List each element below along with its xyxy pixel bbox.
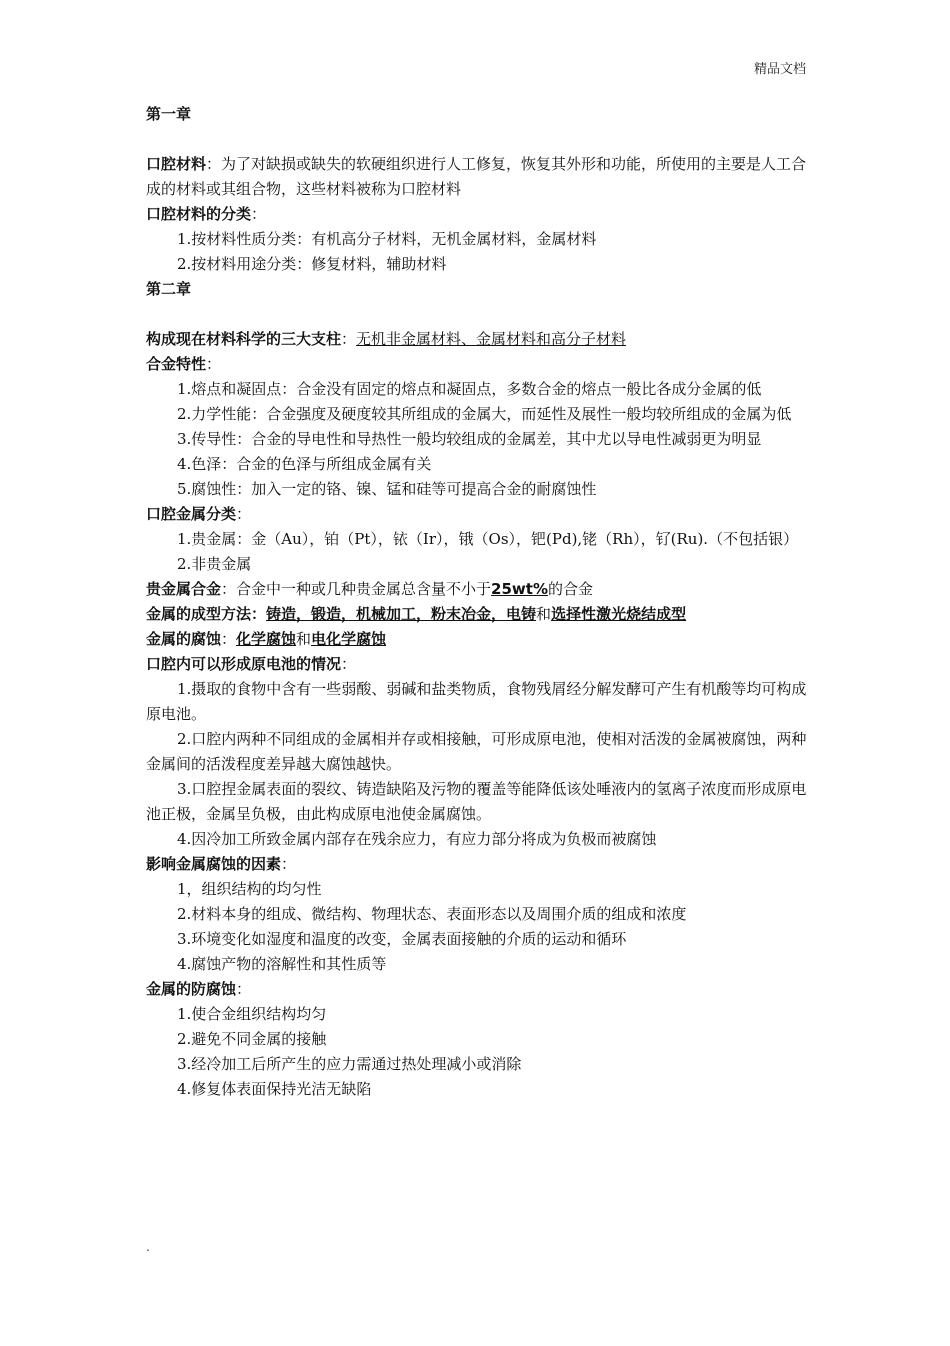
corrosion-term: 金属的腐蚀 [146, 630, 222, 648]
list-item: 1.摄取的食物中含有一些弱酸、弱碱和盐类物质，食物残屑经分解发酵可产生有机酸等均可构成原电池。 [146, 680, 807, 723]
prevent-heading [146, 977, 810, 1002]
list-item: 4.色泽：合金的色泽与所组成金属有关 [177, 455, 432, 473]
forming-text-a: 铸造，锻造，机械加工，粉末冶金，电铸 [266, 605, 537, 623]
list-item: 1.使合金组织结构均匀 [177, 1005, 327, 1023]
definition-term: 口腔材料 [146, 155, 207, 173]
forming-colon: ： [251, 605, 267, 623]
list-item: 1.熔点和凝固点：合金没有固定的熔点和凝固点，多数合金的熔点一般比各成分金属的低 [177, 380, 762, 398]
header-label: 精品文档 [753, 62, 806, 77]
cell-heading [146, 652, 810, 677]
pillars-term: 构成现在材料科学的三大支柱 [146, 330, 342, 348]
list-item: 4.修复体表面保持光洁无缺陷 [177, 1080, 372, 1098]
list-item: 2.按材料用途分类：修复材料，辅助材料 [177, 255, 447, 273]
noble-term: 贵金属合金 [146, 580, 222, 598]
list-item: 1.按材料性质分类：有机高分子材料，无机金属材料，金属材料 [177, 230, 597, 248]
metal-class-title: 口腔金属分类 [146, 505, 237, 523]
alloy-title: 合金特性 [146, 355, 207, 373]
footer-dot: . [146, 1240, 150, 1254]
pillars-line [146, 327, 810, 352]
cell-colon: ： [341, 655, 357, 673]
definition-paragraph [146, 152, 810, 202]
noble-alloy-line [146, 577, 810, 602]
chapter-2-title: 第二章 [146, 280, 192, 298]
prevent-title: 金属的防腐蚀 [146, 980, 237, 998]
pillars-colon: ： [341, 330, 357, 348]
prevent-colon: ： [236, 980, 252, 998]
metal-class-heading [146, 502, 810, 527]
noble-text-b: 的合金 [547, 580, 593, 598]
corrosion-colon: ： [221, 630, 237, 648]
list-item: 1，组织结构的均匀性 [177, 880, 322, 898]
spacer [146, 127, 810, 152]
forming-line [146, 602, 810, 627]
noble-text-a: 合金中一种或几种贵金属总含量不小于 [236, 580, 492, 598]
factor-title: 影响金属腐蚀的因素 [146, 855, 282, 873]
chapter-1-title: 第一章 [146, 105, 192, 123]
factor-colon: ： [281, 855, 297, 873]
list-item: 3.经冷加工后所产生的应力需通过热处理减小或消除 [177, 1055, 522, 1073]
list-item: 3.环境变化如湿度和温度的改变，金属表面接触的介质的运动和循环 [177, 930, 627, 948]
corrosion-b: 电化学腐蚀 [311, 630, 387, 648]
list-item: 2.材料本身的组成、微结构、物理状态、表面形态以及周围介质的组成和浓度 [177, 905, 687, 923]
list-item: 2.避免不同金属的接触 [177, 1030, 327, 1048]
noble-value: 25wt% [491, 580, 548, 598]
definition-colon: ： [206, 155, 222, 173]
cell-title: 口腔内可以形成原电池的情况 [146, 655, 342, 673]
corrosion-a: 化学腐蚀 [236, 630, 297, 648]
list-item: 3.传导性：合金的导电性和导热性一般均较组成的金属差，其中尤以导电性减弱更为明显 [177, 430, 762, 448]
forming-and: 和 [536, 605, 552, 623]
pillars-text: 无机非金属材料、金属材料和高分子材料 [356, 330, 627, 348]
classification-heading [146, 202, 810, 227]
forming-text-b: 选择性激光烧结成型 [551, 605, 687, 623]
list-item: 4.因冷加工所致金属内部存在残余应力，有应力部分将成为负极而被腐蚀 [177, 830, 657, 848]
classification-title: 口腔材料的分类 [146, 205, 252, 223]
list-item: 2.非贵金属 [177, 555, 252, 573]
list-item: 2.口腔内两种不同组成的金属相并存或相接触，可形成原电池，使相对活泼的金属被腐蚀，两种金属间的活泼程度差异越大腐蚀越快。 [146, 730, 807, 773]
list-item: 5.腐蚀性：加入一定的铬、镍、锰和硅等可提高合金的耐腐蚀性 [177, 480, 597, 498]
definition-text: 为了对缺损或缺失的软硬组织进行人工修复，恢复其外形和功能，所使用的主要是人工合成的材料或其组合物，这些材料被称为口腔材料 [146, 155, 807, 198]
list-item: 4.腐蚀产物的溶解性和其性质等 [177, 955, 387, 973]
alloy-heading [146, 352, 810, 377]
noble-colon: ： [221, 580, 237, 598]
list-item: 3.口腔捏金属表面的裂纹、铸造缺陷及污物的覆盖等能降低该处唾液内的氢离子浓度而形成原电池正极，金属呈负极，由此构成原电池使金属腐蚀。 [146, 780, 807, 823]
list-item: 2.力学性能：合金强度及硬度较其所组成的金属大，而延性及展性一般均较所组成的金属为低 [177, 405, 792, 423]
factor-heading [146, 852, 810, 877]
metal-class-colon: ： [236, 505, 252, 523]
corrosion-line [146, 627, 810, 652]
classification-colon: ： [251, 205, 267, 223]
list-item: 1.贵金属：金（Au），铂（Pt），铱（Ir），锇（Os），钯(Pd),铑（Rh），钌(Ru).（不包括银） [177, 530, 799, 548]
document-body [146, 102, 810, 1102]
spacer [146, 302, 810, 327]
forming-term: 金属的成型方法 [146, 605, 252, 623]
alloy-colon: ： [206, 355, 222, 373]
corrosion-and: 和 [296, 630, 312, 648]
